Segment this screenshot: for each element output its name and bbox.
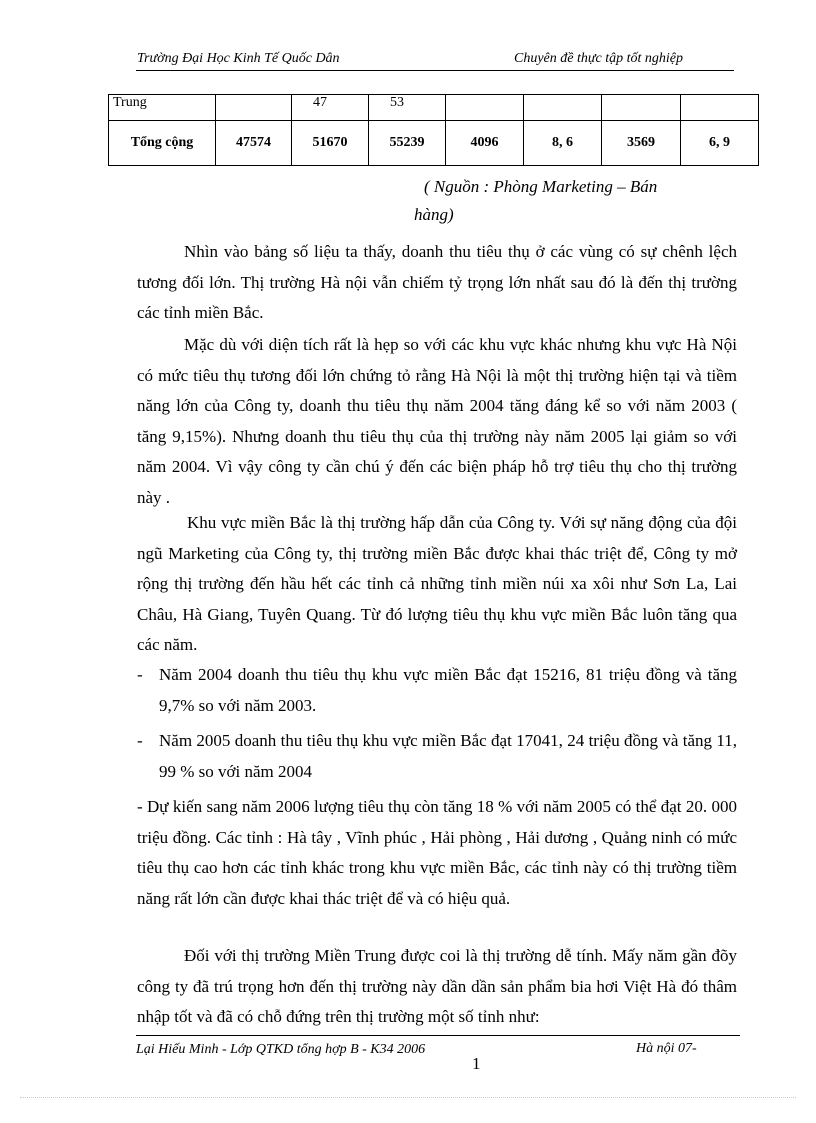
page-edge-dotted-line (20, 1097, 796, 1098)
table-row-total (109, 121, 759, 166)
table-cell: 47 (292, 95, 369, 121)
source-line-1: ( Nguồn : Phòng Marketing – Bán (424, 177, 658, 196)
table-cell: 47574 (216, 121, 292, 166)
bullet-item (137, 660, 737, 721)
header-title: Chuyên đề thực tập tốt nghiệp (514, 51, 683, 66)
paragraph: Mặc dù với diện tích rất là hẹp so với các khu vực khác nhưng khu vực Hà Nội có mức tiêu thụ tương đối lớn chứng tỏ rằng Hà Nội là một thị trường hiện tại và tiềm năng lớn của Công ty, doanh thu tiêu thụ năm 2004 tăng đáng kể so với năm 2003 ( tăng 9,15%). Nhưng doanh thu tiêu thụ của thị trường này năm 2005 lại giảm so với năm 2004. Vì vậy công ty cần chú ý đến các biện pháp hỗ trợ tiêu thụ cho thị trường này . (137, 335, 737, 507)
header-school: Trường Đại Học Kinh Tế Quốc Dân (137, 51, 340, 66)
header-divider (136, 70, 734, 71)
table-cell: 53 (369, 95, 446, 121)
table-cell (446, 95, 524, 121)
bullet-dash: - (137, 665, 143, 684)
footer-author: Lại Hiếu Minh - Lớp QTKD tổng hợp B - K34 2006 (136, 1042, 426, 1057)
table-cell (681, 95, 759, 121)
table-cell: Tổng cộng (109, 121, 216, 166)
table-cell (524, 95, 602, 121)
table-cell: Trung (109, 95, 216, 121)
paragraph: Nhìn vào bảng số liệu ta thấy, doanh thu tiêu thụ ở các vùng có sự chênh lệch tương đối lớn. Thị trường Hà nội vẫn chiếm tỷ trọng lớn nhất sau đó là đến thị trường các tỉnh miền Bắc. (137, 242, 737, 322)
bullet-text: Năm 2005 doanh thu tiêu thụ khu vực miền Bắc đạt 17041, 24 triệu đồng và tăng 11, 99 % so với năm 2004 (159, 731, 737, 781)
table-cell: 55239 (369, 121, 446, 166)
page-number: 1 (472, 1054, 481, 1073)
table-row (109, 95, 759, 121)
bullet-item (137, 726, 737, 787)
table-cell: 6, 9 (681, 121, 759, 166)
table-cell: 8, 6 (524, 121, 602, 166)
table-cell: 4096 (446, 121, 524, 166)
footer-divider (136, 1035, 740, 1036)
source-line-2: hàng) (414, 205, 454, 224)
table-cell (602, 95, 681, 121)
paragraph: Khu vực miền Bắc là thị trường hấp dẫn của Công ty. Với sự năng động của đội ngũ Marketing của Công ty, thị trường miền Bắc được khai thác triệt để, Công ty mở rộng thị trường đến hầu hết các tỉnh cả những tỉnh miền núi xa xôi như Sơn La, Lai Châu, Hà Giang, Tuyên Quang. Từ đó lượng tiêu thụ khu vực miền Bắc luôn tăng qua các năm. (137, 513, 737, 654)
table-cell: 51670 (292, 121, 369, 166)
bullet-dash: - (137, 731, 143, 750)
table-cell (216, 95, 292, 121)
revenue-table (108, 94, 759, 166)
table-cell: 3569 (602, 121, 681, 166)
forecast-paragraph: - Dự kiến sang năm 2006 lượng tiêu thụ còn tăng 18 % với năm 2005 có thể đạt 20. 000 triệu đồng. Các tỉnh : Hà tây , Vĩnh phúc , Hải phòng , Hải dương , Quảng ninh có mức tiêu thụ cao hơn các tỉnh khác trong khu vực miền Bắc, các tỉnh này có thị trường tiềm năng rất lớn cần được khai thác triệt để và có hiệu quả. (137, 797, 737, 908)
footer-place-date: Hà nội 07- (636, 1041, 697, 1056)
paragraph: Đối với thị trường Miền Trung được coi là thị trường dễ tính. Mấy năm gần đõy công ty đã trú trọng hơn đến thị trường này dần dần sản phẩm bia hơi Việt Hà đó thâm nhập tốt và đã có chỗ đứng trên thị trường một số tỉnh như: (137, 946, 737, 1026)
bullet-text: Năm 2004 doanh thu tiêu thụ khu vực miền Bắc đạt 15216, 81 triệu đồng và tăng 9,7% so với năm 2003. (159, 665, 737, 715)
